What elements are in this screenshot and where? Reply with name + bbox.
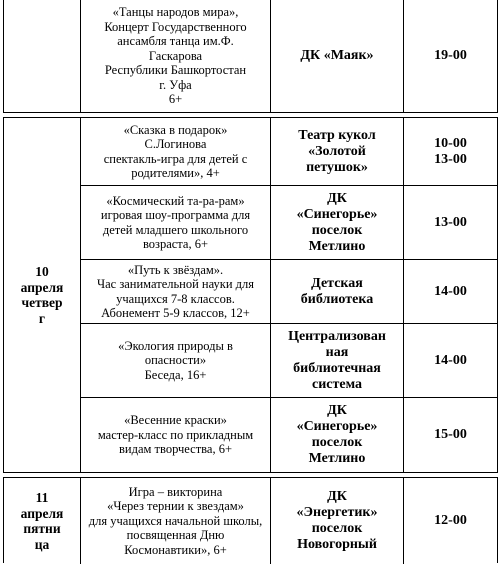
table-row [4,324,497,397]
place-line: поселок [311,435,363,450]
place-line: Новогорный [297,537,377,552]
day-cell [4,0,81,112]
event-line: для учащихся начальной школы, [88,513,263,528]
event-line: «Весенние краски» [124,413,227,428]
place-line: библиотечная [293,360,381,376]
day-line: пятни [23,521,61,536]
place-line: система [311,376,363,392]
event-line: «Экология природы в [118,338,233,353]
time-line: 13-00 [434,151,467,167]
event-line: детей младшего школьного [102,222,249,237]
event-line: опасности» [144,353,207,368]
time-cell [404,324,497,397]
event-cell [81,0,271,112]
event-line: Беседа, 16+ [144,367,207,382]
event-line: 6+ [168,92,183,107]
event-line: Концерт Государственного [104,19,247,34]
event-line: Космонавтики», 6+ [124,542,227,557]
place-line: Театр кукол [298,127,376,143]
event-cell [81,324,271,397]
place-line: Детская [311,275,363,291]
place-cell [271,260,404,323]
place-line: «Энергетик» [296,505,378,520]
event-line: Гаскарова [148,48,203,63]
place-line: «Синегорье» [296,206,378,222]
event-line: г. Уфа [159,77,192,92]
place-line: ная [325,344,349,360]
event-line: «Через тернии к звездам» [107,499,244,514]
event-line: спектакль-игра для детей с [103,151,248,166]
table-row [4,186,497,259]
place-line: ДК [327,489,347,504]
schedule-block-april-11 [3,477,498,563]
event-line: посвященная Дню [126,528,225,543]
place-line: ДК «Маяк» [300,48,374,63]
event-cell [81,118,271,185]
event-line: мастер-класс по прикладным [97,427,254,442]
day-line: 11 [35,490,49,505]
place-line: «Синегорье» [296,419,378,434]
place-line: петушок» [306,159,368,175]
time-line: 10-00 [434,135,467,151]
event-line: учащихся 7-8 классов. [116,291,235,306]
time-line: 13-00 [434,214,467,230]
day-line: ца [34,536,50,552]
day-line: 10 [35,264,49,279]
table-row [4,0,497,112]
place-cell [271,186,404,259]
time-line: 14-00 [434,283,467,299]
event-line: ансамбля танца им.Ф. [117,34,234,49]
table-row [4,118,497,185]
event-line: возраста, 6+ [142,237,209,251]
event-line: Абонемент 5-9 классов, 12+ [101,306,250,320]
day-line: г [38,310,46,326]
table-row [4,260,497,323]
event-cell [81,398,271,472]
event-line: игровая шоу-программа для [100,208,251,222]
event-line: видам творчества, 6+ [119,442,232,457]
event-cell [81,478,271,564]
event-line: родителями», 4+ [131,166,220,180]
place-cell [271,118,404,185]
event-line: Игра – викторина [128,484,223,499]
table-row [4,478,497,564]
time-line: 14-00 [434,352,467,368]
event-line: «Космический та-ра-рам» [106,193,245,208]
event-cell [81,186,271,259]
day-line: апреля [20,279,64,295]
time-cell [404,478,497,564]
place-cell [271,478,404,564]
time-cell [404,260,497,323]
time-cell [404,118,497,185]
time-cell [404,186,497,259]
place-line: библиотека [300,291,374,307]
day-line: апреля [20,505,64,521]
place-cell [271,398,404,472]
event-line: Час занимательной науки для [96,277,255,291]
place-line: «Золотой [308,143,366,159]
event-line: «Сказка в подарок» [123,122,228,137]
event-cell [81,260,271,323]
place-line: ДК [327,190,347,206]
place-cell [271,324,404,397]
day-label [19,490,66,552]
schedule-block-april-10 [3,117,498,473]
place-cell [271,0,404,112]
time-cell [404,398,497,472]
place-line: поселок [311,222,363,238]
day-line: четвер [21,295,63,310]
time-line: 12-00 [434,513,467,528]
place-line: ДК [327,403,347,418]
schedule-block-continued [3,0,498,113]
place-line: поселок [311,521,363,536]
place-line: Централизован [288,328,386,344]
day-cell [4,478,81,564]
event-text [100,5,250,107]
time-cell [404,0,497,112]
event-line: Республики Башкортостан [104,63,247,78]
table-row [4,398,497,472]
time-line: 15-00 [434,427,467,442]
place-line: Метлино [308,238,366,254]
event-line: «Путь к звёздам». [127,262,224,277]
time-line: 19-00 [434,48,467,63]
place-line: Метлино [308,451,366,466]
event-line: «Танцы народов мира», [112,5,239,20]
event-line: С.Логинова [144,137,207,151]
